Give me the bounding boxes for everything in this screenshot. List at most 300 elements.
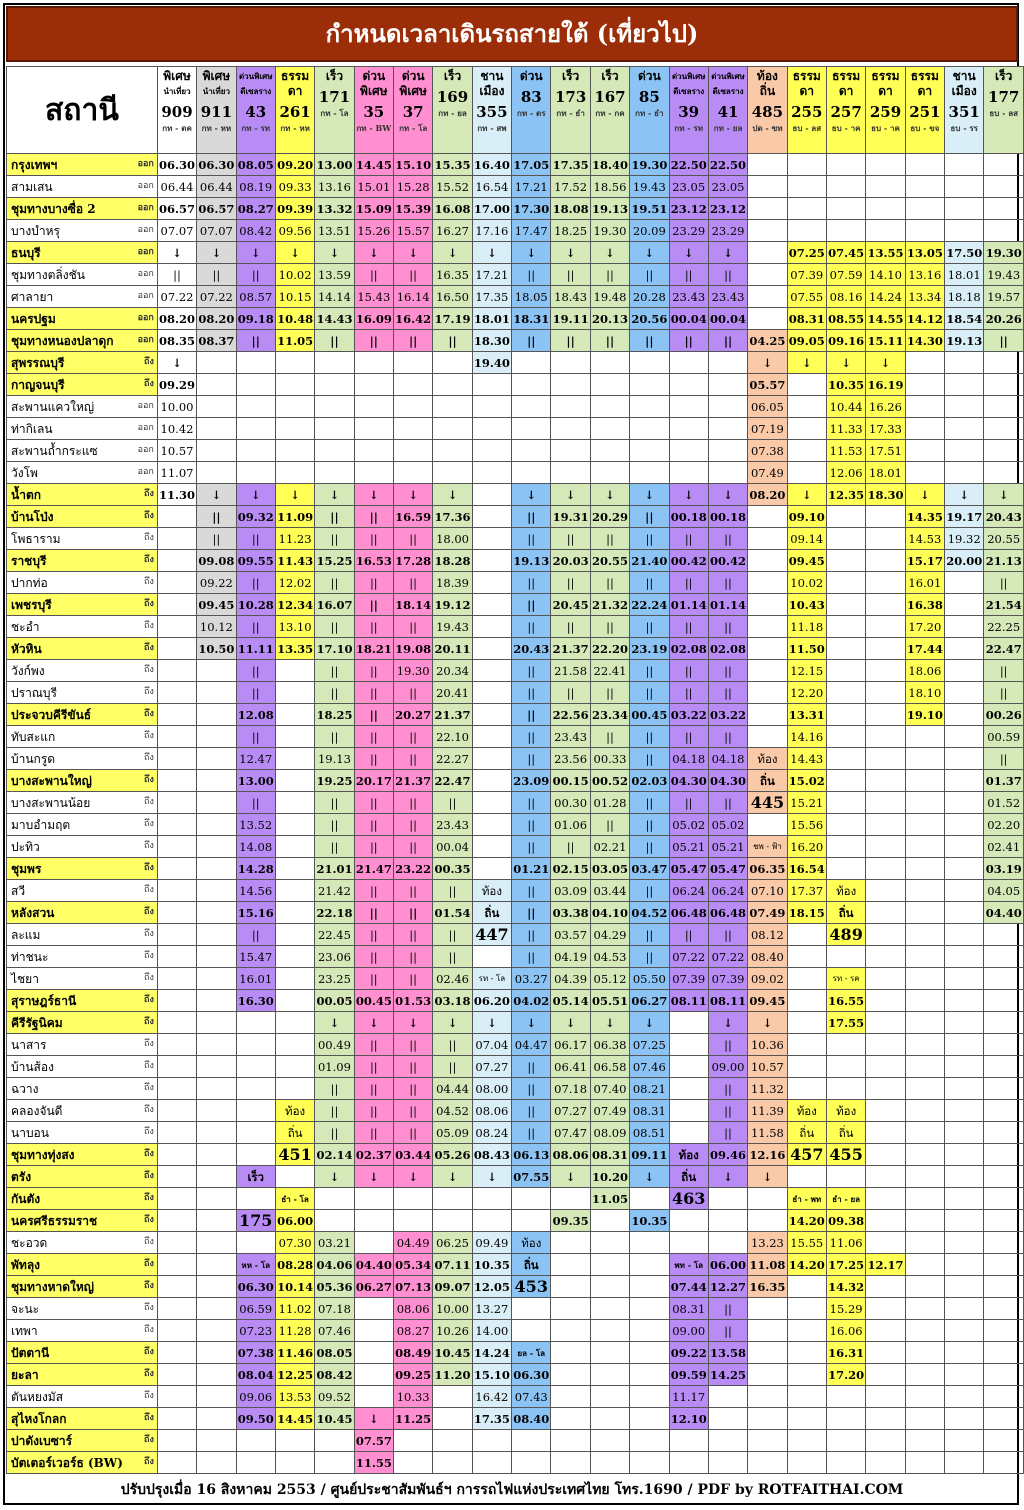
station-row bbox=[7, 1078, 1024, 1100]
station-cell bbox=[7, 1408, 158, 1430]
time-cell: 04.02 bbox=[512, 990, 551, 1012]
station-action: ถึง bbox=[144, 577, 154, 587]
station-cell bbox=[7, 264, 158, 286]
station-row bbox=[7, 484, 1024, 506]
time-cell bbox=[472, 1452, 511, 1474]
time-cell bbox=[275, 1056, 314, 1078]
time-cell bbox=[945, 176, 984, 198]
time-cell: || bbox=[354, 968, 393, 990]
time-cell bbox=[826, 858, 865, 880]
time-cell bbox=[905, 176, 944, 198]
station-cell bbox=[7, 638, 158, 660]
time-cell: 06.17 bbox=[551, 1034, 590, 1056]
time-cell bbox=[157, 682, 196, 704]
time-cell: 10.35 bbox=[472, 1254, 511, 1276]
time-cell bbox=[866, 1342, 905, 1364]
time-cell: || bbox=[590, 616, 629, 638]
time-cell: 03.44 bbox=[394, 1144, 433, 1166]
station-row bbox=[7, 748, 1024, 770]
train-route-label: กท - ยล bbox=[713, 123, 743, 133]
time-cell bbox=[787, 1034, 826, 1056]
time-cell bbox=[433, 374, 472, 396]
train-header-83 bbox=[512, 67, 551, 154]
time-cell bbox=[945, 616, 984, 638]
train-header-37 bbox=[394, 67, 433, 154]
time-cell bbox=[984, 1276, 1024, 1298]
time-cell bbox=[984, 418, 1024, 440]
time-cell: 16.30 bbox=[236, 990, 275, 1012]
time-cell: || bbox=[236, 924, 275, 946]
station-cell bbox=[7, 1364, 158, 1386]
time-cell bbox=[590, 1210, 629, 1232]
time-cell bbox=[551, 462, 590, 484]
time-cell: 09.22 bbox=[669, 1342, 708, 1364]
time-cell: ↓ bbox=[866, 352, 905, 374]
station-name: ชุมพร bbox=[11, 861, 42, 876]
time-cell: || bbox=[708, 572, 747, 594]
time-cell: 11.32 bbox=[748, 1078, 787, 1100]
train-no-label: 261 bbox=[279, 103, 311, 121]
time-cell bbox=[945, 638, 984, 660]
station-row bbox=[7, 506, 1024, 528]
time-cell: 05.50 bbox=[630, 968, 669, 990]
time-cell bbox=[905, 924, 944, 946]
station-row bbox=[7, 968, 1024, 990]
time-cell: || bbox=[394, 616, 433, 638]
station-row bbox=[7, 264, 1024, 286]
time-cell: 06.38 bbox=[590, 1034, 629, 1056]
time-cell bbox=[315, 1430, 354, 1452]
time-cell bbox=[945, 1012, 984, 1034]
station-action: ถึง bbox=[144, 1303, 154, 1313]
time-cell: 17.28 bbox=[394, 550, 433, 572]
time-cell bbox=[669, 1100, 708, 1122]
train-route-label: กท - โล bbox=[399, 123, 428, 133]
time-cell: 10.00 bbox=[157, 396, 196, 418]
time-cell: || bbox=[669, 330, 708, 352]
time-cell: 22.47 bbox=[433, 770, 472, 792]
time-cell: 04.52 bbox=[630, 902, 669, 924]
time-cell: 19.11 bbox=[551, 308, 590, 330]
time-cell: 09.55 bbox=[236, 550, 275, 572]
time-cell bbox=[984, 1034, 1024, 1056]
station-name: ธนบุรี bbox=[11, 245, 41, 260]
time-cell: 02.46 bbox=[433, 968, 472, 990]
time-cell bbox=[472, 506, 511, 528]
time-cell: 08.55 bbox=[826, 308, 865, 330]
time-cell bbox=[551, 1276, 590, 1298]
station-row bbox=[7, 1298, 1024, 1320]
time-cell bbox=[197, 902, 236, 924]
header-row bbox=[7, 67, 1024, 154]
time-cell: || bbox=[394, 682, 433, 704]
time-cell: 16.54 bbox=[787, 858, 826, 880]
time-cell: || bbox=[669, 682, 708, 704]
time-cell: 08.37 bbox=[197, 330, 236, 352]
time-cell: 10.50 bbox=[197, 638, 236, 660]
train-header-177 bbox=[984, 67, 1024, 154]
train-l2-label: ดา bbox=[287, 84, 303, 98]
time-cell bbox=[275, 858, 314, 880]
time-cell bbox=[905, 1144, 944, 1166]
time-cell bbox=[157, 968, 196, 990]
time-cell bbox=[315, 1210, 354, 1232]
station-action: ออก bbox=[137, 181, 154, 191]
time-cell bbox=[787, 374, 826, 396]
time-cell bbox=[630, 352, 669, 374]
time-cell: 10.57 bbox=[157, 440, 196, 462]
train-l2-label: ดีเซลราง bbox=[673, 86, 705, 96]
time-cell: 11.53 bbox=[826, 440, 865, 462]
time-cell bbox=[590, 1320, 629, 1342]
time-cell bbox=[905, 1342, 944, 1364]
time-cell bbox=[945, 792, 984, 814]
time-cell bbox=[669, 1452, 708, 1474]
station-action: ถึง bbox=[144, 1193, 154, 1203]
time-cell bbox=[787, 968, 826, 990]
time-cell: 16.50 bbox=[433, 286, 472, 308]
time-cell bbox=[197, 748, 236, 770]
train-l1-label: ท้อง bbox=[756, 69, 778, 83]
time-cell: 451 bbox=[275, 1144, 314, 1166]
train-header-85 bbox=[630, 67, 669, 154]
time-cell bbox=[157, 594, 196, 616]
train-no-label: 257 bbox=[830, 103, 862, 121]
time-cell: ↓ bbox=[551, 484, 590, 506]
time-cell bbox=[826, 660, 865, 682]
station-cell bbox=[7, 528, 158, 550]
time-cell: ธำ - พท bbox=[787, 1188, 826, 1210]
time-cell: 08.49 bbox=[394, 1342, 433, 1364]
time-cell bbox=[826, 198, 865, 220]
time-cell bbox=[197, 836, 236, 858]
station-cell bbox=[7, 902, 158, 924]
time-cell bbox=[984, 1232, 1024, 1254]
station-row bbox=[7, 286, 1024, 308]
time-cell bbox=[866, 528, 905, 550]
time-cell: 02.14 bbox=[315, 1144, 354, 1166]
station-action: ถึง bbox=[144, 1259, 154, 1269]
time-cell bbox=[866, 1452, 905, 1474]
time-cell: 07.46 bbox=[630, 1056, 669, 1078]
time-cell bbox=[866, 990, 905, 1012]
time-cell: 447 bbox=[472, 924, 511, 946]
station-row bbox=[7, 1386, 1024, 1408]
time-cell bbox=[354, 418, 393, 440]
time-cell: 00.26 bbox=[984, 704, 1024, 726]
time-cell: 05.57 bbox=[748, 374, 787, 396]
time-cell bbox=[787, 1056, 826, 1078]
time-cell: 07.22 bbox=[157, 286, 196, 308]
time-cell: 14.25 bbox=[708, 1364, 747, 1386]
time-cell: 09.20 bbox=[275, 154, 314, 176]
time-cell bbox=[748, 704, 787, 726]
time-cell: ↓ bbox=[551, 1012, 590, 1034]
train-no-label: 173 bbox=[554, 88, 587, 106]
time-cell: ถิ่น bbox=[826, 1122, 865, 1144]
time-cell: || bbox=[708, 1320, 747, 1342]
time-cell bbox=[630, 1364, 669, 1386]
time-cell: 10.20 bbox=[590, 1166, 629, 1188]
time-cell: 13.52 bbox=[236, 814, 275, 836]
time-cell: 18.31 bbox=[512, 308, 551, 330]
station-name: ไชยา bbox=[11, 971, 39, 986]
time-cell: 12.34 bbox=[275, 594, 314, 616]
train-l2-label: ดีเซลราง bbox=[240, 86, 272, 96]
train-no-label: 177 bbox=[988, 88, 1020, 106]
train-l2-label: เมือง bbox=[479, 84, 505, 98]
station-name: คีรีรัฐนิคม bbox=[11, 1015, 63, 1030]
station-action: ถึง bbox=[144, 489, 154, 499]
time-cell: 05.14 bbox=[551, 990, 590, 1012]
time-cell: ↓ bbox=[236, 242, 275, 264]
time-cell: 00.04 bbox=[708, 308, 747, 330]
time-cell: 17.10 bbox=[315, 638, 354, 660]
time-cell bbox=[197, 968, 236, 990]
time-cell: || bbox=[984, 330, 1024, 352]
time-cell bbox=[157, 1342, 196, 1364]
time-cell: || bbox=[197, 506, 236, 528]
time-cell bbox=[433, 1188, 472, 1210]
time-cell: 10.45 bbox=[433, 1342, 472, 1364]
time-cell bbox=[866, 1232, 905, 1254]
time-cell: 14.43 bbox=[787, 748, 826, 770]
time-cell: 17.55 bbox=[826, 1012, 865, 1034]
station-name: ชุมทางทุ่งสง bbox=[11, 1147, 75, 1162]
train-route-label: กท - รท bbox=[241, 123, 271, 133]
time-cell: 08.16 bbox=[826, 286, 865, 308]
time-cell bbox=[236, 1452, 275, 1474]
station-row bbox=[7, 880, 1024, 902]
time-cell bbox=[472, 1430, 511, 1452]
time-cell: ↓ bbox=[590, 1012, 629, 1034]
time-cell: 00.04 bbox=[669, 308, 708, 330]
time-cell bbox=[945, 660, 984, 682]
time-cell bbox=[905, 990, 944, 1012]
time-cell: 06.25 bbox=[433, 1232, 472, 1254]
time-cell bbox=[945, 748, 984, 770]
time-cell: || bbox=[669, 528, 708, 550]
time-cell: 01.28 bbox=[590, 792, 629, 814]
time-cell bbox=[236, 1144, 275, 1166]
time-cell bbox=[984, 176, 1024, 198]
time-cell: 20.17 bbox=[354, 770, 393, 792]
time-cell: 15.09 bbox=[354, 198, 393, 220]
time-cell bbox=[630, 418, 669, 440]
time-cell: 06.30 bbox=[197, 154, 236, 176]
station-row bbox=[7, 836, 1024, 858]
train-header-909 bbox=[157, 67, 196, 154]
time-cell: ↓ bbox=[630, 484, 669, 506]
time-cell: 02.08 bbox=[669, 638, 708, 660]
time-cell: 07.07 bbox=[157, 220, 196, 242]
time-cell bbox=[590, 1298, 629, 1320]
time-cell bbox=[905, 748, 944, 770]
time-cell: 21.42 bbox=[315, 880, 354, 902]
time-cell: || bbox=[394, 924, 433, 946]
time-cell: 08.35 bbox=[157, 330, 196, 352]
time-cell bbox=[157, 1452, 196, 1474]
time-cell bbox=[945, 1078, 984, 1100]
time-cell: 07.19 bbox=[748, 418, 787, 440]
train-route-label: กท - รท bbox=[674, 123, 703, 133]
time-cell: 05.47 bbox=[669, 858, 708, 880]
station-cell bbox=[7, 1320, 158, 1342]
time-cell: 11.25 bbox=[394, 1408, 433, 1430]
time-cell: 16.38 bbox=[905, 594, 944, 616]
time-cell bbox=[905, 968, 944, 990]
station-cell bbox=[7, 1254, 158, 1276]
station-action: ออก bbox=[137, 467, 154, 477]
time-cell bbox=[866, 1364, 905, 1386]
station-name: เทพา bbox=[11, 1323, 38, 1338]
time-cell bbox=[905, 418, 944, 440]
time-cell bbox=[551, 418, 590, 440]
station-action: ถึง bbox=[144, 951, 154, 961]
time-cell bbox=[551, 1188, 590, 1210]
station-cell bbox=[7, 1210, 158, 1232]
time-cell: 23.12 bbox=[669, 198, 708, 220]
time-cell bbox=[275, 1012, 314, 1034]
time-cell: || bbox=[551, 264, 590, 286]
time-cell: 13.35 bbox=[275, 638, 314, 660]
time-cell bbox=[945, 1056, 984, 1078]
time-cell: 19.43 bbox=[630, 176, 669, 198]
time-cell: 08.42 bbox=[315, 1364, 354, 1386]
time-cell: 04.52 bbox=[433, 1100, 472, 1122]
time-cell: || bbox=[354, 792, 393, 814]
time-cell: 20.26 bbox=[984, 308, 1024, 330]
time-cell: 00.04 bbox=[433, 836, 472, 858]
station-row bbox=[7, 418, 1024, 440]
time-cell: 15.39 bbox=[394, 198, 433, 220]
train-route-label: ปด - ฃท bbox=[752, 123, 783, 133]
time-cell: 10.26 bbox=[433, 1320, 472, 1342]
train-header-255 bbox=[787, 67, 826, 154]
page-title: กำหนดเวลาเดินรถสายใต้ (เที่ยวไป) bbox=[6, 6, 1018, 62]
time-cell bbox=[984, 990, 1024, 1012]
time-cell: 15.56 bbox=[787, 814, 826, 836]
time-cell: 22.56 bbox=[551, 704, 590, 726]
station-cell bbox=[7, 946, 158, 968]
time-cell bbox=[197, 440, 236, 462]
time-cell bbox=[984, 1320, 1024, 1342]
time-cell bbox=[354, 374, 393, 396]
time-cell: || bbox=[590, 726, 629, 748]
train-no-label: 167 bbox=[594, 88, 626, 106]
time-cell: 18.10 bbox=[905, 682, 944, 704]
station-action: ออก bbox=[137, 159, 154, 169]
time-cell bbox=[197, 1232, 236, 1254]
time-cell: 13.32 bbox=[315, 198, 354, 220]
time-cell bbox=[984, 1100, 1024, 1122]
time-cell: 19.30 bbox=[590, 220, 629, 242]
time-cell bbox=[512, 374, 551, 396]
train-no-label: 37 bbox=[402, 103, 424, 121]
time-cell: 01.54 bbox=[433, 902, 472, 924]
station-cell bbox=[7, 572, 158, 594]
time-cell: || bbox=[551, 836, 590, 858]
time-cell bbox=[708, 352, 747, 374]
time-cell: || bbox=[236, 528, 275, 550]
train-header-911 bbox=[197, 67, 236, 154]
time-cell: ↓ bbox=[197, 484, 236, 506]
time-cell bbox=[197, 946, 236, 968]
time-cell: 09.10 bbox=[787, 506, 826, 528]
time-cell bbox=[275, 946, 314, 968]
time-cell: ↓ bbox=[669, 242, 708, 264]
time-cell bbox=[630, 1276, 669, 1298]
time-cell: 14.55 bbox=[866, 308, 905, 330]
time-cell: || bbox=[590, 528, 629, 550]
time-cell: 07.38 bbox=[748, 440, 787, 462]
station-action: ถึง bbox=[144, 1435, 154, 1445]
time-cell: 03.05 bbox=[590, 858, 629, 880]
station-row bbox=[7, 594, 1024, 616]
time-cell bbox=[945, 1342, 984, 1364]
time-cell: 07.47 bbox=[551, 1122, 590, 1144]
station-cell bbox=[7, 858, 158, 880]
time-cell: 18.56 bbox=[590, 176, 629, 198]
station-action: ถึง bbox=[144, 1215, 154, 1225]
time-cell: 23.05 bbox=[708, 176, 747, 198]
time-cell: 11.33 bbox=[826, 418, 865, 440]
time-cell: 10.12 bbox=[197, 616, 236, 638]
time-cell bbox=[945, 352, 984, 374]
time-cell: 16.40 bbox=[472, 154, 511, 176]
station-name: ตรัง bbox=[11, 1169, 32, 1184]
station-row bbox=[7, 1122, 1024, 1144]
station-cell bbox=[7, 770, 158, 792]
time-cell: 12.02 bbox=[275, 572, 314, 594]
time-cell: 21.58 bbox=[551, 660, 590, 682]
time-cell bbox=[945, 1232, 984, 1254]
time-cell bbox=[315, 1188, 354, 1210]
time-cell: 18.00 bbox=[433, 528, 472, 550]
station-action: ถึง bbox=[144, 1149, 154, 1159]
time-cell bbox=[236, 374, 275, 396]
time-cell: ↓ bbox=[433, 1166, 472, 1188]
time-cell bbox=[197, 1012, 236, 1034]
time-cell bbox=[826, 1452, 865, 1474]
time-cell bbox=[748, 550, 787, 572]
time-cell: 15.25 bbox=[315, 550, 354, 572]
time-cell: ↓ bbox=[512, 484, 551, 506]
station-row bbox=[7, 1408, 1024, 1430]
time-cell: 08.28 bbox=[275, 1254, 314, 1276]
time-cell bbox=[157, 1210, 196, 1232]
time-cell: 04.29 bbox=[590, 924, 629, 946]
time-cell: 04.39 bbox=[551, 968, 590, 990]
station-name: วังโพ bbox=[11, 465, 38, 480]
time-cell bbox=[984, 1364, 1024, 1386]
time-cell bbox=[315, 462, 354, 484]
station-name: ฉวาง bbox=[11, 1081, 39, 1096]
time-cell: 20.09 bbox=[630, 220, 669, 242]
time-cell bbox=[748, 506, 787, 528]
time-cell: 07.39 bbox=[669, 968, 708, 990]
station-row bbox=[7, 1100, 1024, 1122]
time-cell: || bbox=[197, 264, 236, 286]
station-action: ออก bbox=[137, 335, 154, 345]
station-name: นาบอน bbox=[11, 1125, 49, 1140]
time-cell: ↓ bbox=[315, 1012, 354, 1034]
station-row bbox=[7, 1320, 1024, 1342]
time-cell: 11.08 bbox=[748, 1254, 787, 1276]
time-cell bbox=[275, 1430, 314, 1452]
time-cell bbox=[748, 1452, 787, 1474]
station-action: ถึง bbox=[144, 731, 154, 741]
